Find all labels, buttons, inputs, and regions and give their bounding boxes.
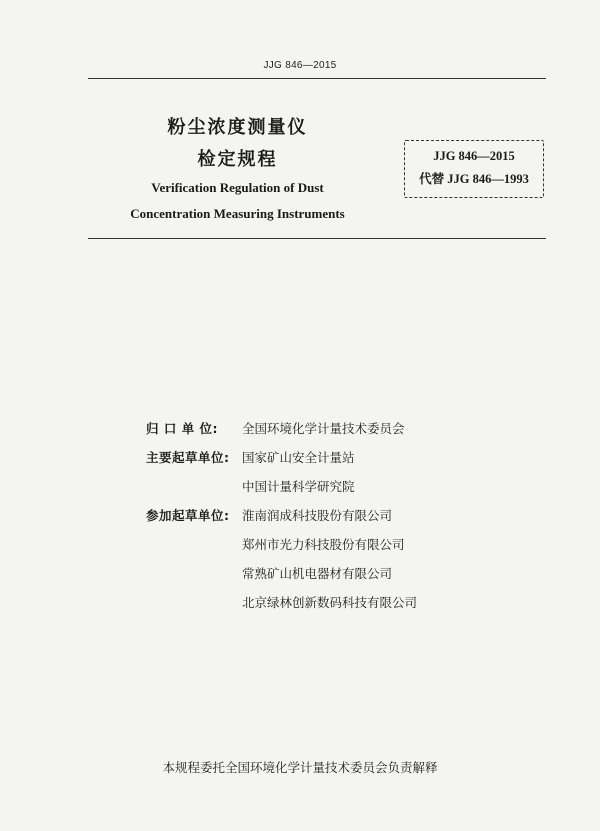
unit-label-main-drafter: 主要起草单位: — [146, 450, 230, 465]
standard-code-box — [404, 140, 544, 198]
unit-label-responsible: 归 口 单 位: — [146, 421, 219, 436]
title-chinese-line-1: 粉尘浓度测量仪 — [167, 117, 308, 138]
title-chinese-line-2: 检定规程 — [197, 149, 278, 170]
unit-value: 淮南润成科技股份有限公司 — [242, 508, 393, 523]
unit-label-participating-drafter: 参加起草单位: — [146, 508, 230, 523]
header-rule — [88, 78, 546, 79]
footer-interpretation-note: 本规程委托全国环境化学计量技术委员会负责解释 — [162, 760, 438, 775]
unit-value: 郑州市光力科技股份有限公司 — [242, 537, 405, 552]
header-standard-code: JJG 846—2015 — [263, 60, 337, 71]
title-english-line-2: Concentration Measuring Instruments — [130, 206, 345, 221]
title-english-line-1: Verification Regulation of Dust — [151, 180, 324, 195]
unit-value: 全国环境化学计量技术委员会 — [242, 421, 405, 436]
unit-value: 常熟矿山机电器材有限公司 — [242, 566, 393, 581]
unit-value: 北京绿林创新数码科技有限公司 — [242, 595, 418, 610]
unit-value: 国家矿山安全计量站 — [242, 450, 355, 465]
code-box-replaces: 代替 JJG 846—1993 — [419, 172, 529, 186]
title-rule — [88, 238, 546, 239]
code-box-code: JJG 846—2015 — [433, 149, 515, 163]
unit-value: 中国计量科学研究院 — [242, 479, 355, 494]
